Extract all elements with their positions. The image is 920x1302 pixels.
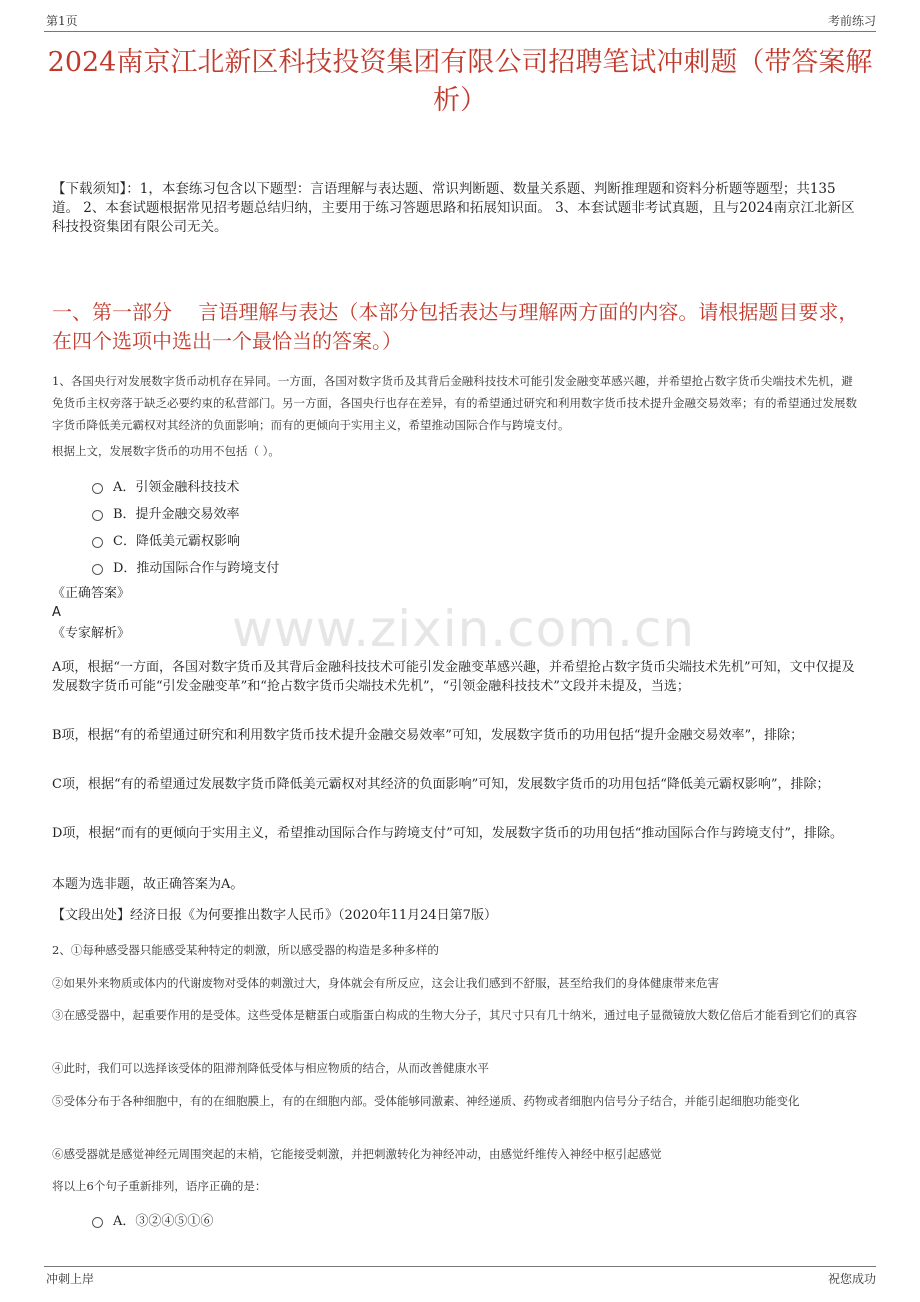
option-label: A．引领金融科技技术 bbox=[113, 480, 240, 495]
question-2-stem: 将以上6个句子重新排列，语序正确的是： bbox=[52, 1179, 267, 1193]
source-citation: 【文段出处】经济日报《为何要推出数字人民币》（2020年11月24日第7版） bbox=[52, 908, 497, 923]
page-number: 第1页 bbox=[46, 14, 78, 28]
footer-rule bbox=[44, 1266, 876, 1267]
analysis-label: 《专家解析》 bbox=[52, 626, 131, 641]
document-title: 2024南京江北新区科技投资集团有限公司招聘笔试冲刺题（带答案解析） bbox=[47, 47, 873, 116]
option-b[interactable] bbox=[92, 499, 279, 526]
option-label: C．降低美元霸权影响 bbox=[113, 534, 240, 549]
option-c[interactable] bbox=[92, 526, 279, 553]
footer-left: 冲刺上岸 bbox=[46, 1272, 95, 1286]
question-2-sentence-5: ⑤受体分布于各种细胞中，有的在细胞膜上，有的在细胞内部。受体能够同激素、神经递质、药物或者细胞内信号分子结合，并能引起细胞功能变化 bbox=[52, 1094, 800, 1108]
option-label: A．③②④⑤①⑥ bbox=[113, 1214, 214, 1229]
question-2-sentence-6: ⑥感受器就是感觉神经元周围突起的末梢，它能接受刺激，并把刺激转化为神经冲动，由感觉纤维传入神经中枢引起感觉 bbox=[52, 1147, 662, 1161]
header-label: 考前练习 bbox=[827, 14, 876, 28]
analysis-c: C项，根据“有的希望通过发展数字货币降低美元霸权对其经济的负面影响”可知，发展数字货币的功用包括“降低美元霸权影响”，排除； bbox=[52, 777, 830, 792]
footer-right: 祝您成功 bbox=[827, 1272, 876, 1286]
watermark: www.zixin.com.cn bbox=[232, 600, 696, 658]
question-2-sentence-3: ③在感受器中，起重要作用的是受体。这些受体是糖蛋白或脂蛋白构成的生物大分子，其尺寸只有几十纳米，通过电子显微镜放大数亿倍后才能看到它们的真容 bbox=[52, 1008, 857, 1022]
analysis-b: B项，根据“有的希望通过研究和利用数字货币技术提升金融交易效率”可知，发展数字货币的功用包括“提升金融交易效率”，排除； bbox=[52, 728, 804, 743]
option-a[interactable] bbox=[92, 1206, 213, 1233]
section-heading: 一、第一部分 言语理解与表达（本部分包括表达与理解两方面的内容。请根据题目要求，在四个选项中选出一个最恰当的答案。） bbox=[52, 300, 859, 353]
question-1-options bbox=[92, 472, 279, 580]
option-a[interactable] bbox=[92, 472, 279, 499]
analysis-conclusion: 本题为选非题，故正确答案为A。 bbox=[52, 877, 244, 892]
radio-icon[interactable] bbox=[92, 510, 103, 521]
question-2-sentence-4: ④此时，我们可以选择该受体的阻滞剂降低受体与相应物质的结合，从而改善健康水平 bbox=[52, 1061, 489, 1075]
answer-value: A bbox=[52, 605, 61, 620]
radio-icon[interactable] bbox=[92, 537, 103, 548]
answer-label: 《正确答案》 bbox=[52, 586, 131, 601]
question-1-passage: 1、各国央行对发展数字货币动机存在异同。一方面，各国对数字货币及其背后金融科技技术可能引发金融变革感兴趣，并希望抢占数字货币尖端技术先机，避免货币主权旁落于缺乏必要约束的私营部门。另一方面，各国央行也存在差异，有的希望通过研究和利用数字货币技术提升金融交易效率；有的希望通过发展数字货币降低美元霸权对其经济的负面影响；而有的更倾向于实用主义，希望推动国际合作与跨境支付。 bbox=[52, 374, 857, 432]
question-2-sentence-1: 2、①每种感受器只能感受某种特定的刺激，所以感受器的构造是多种多样的 bbox=[52, 943, 439, 957]
analysis-d: D项，根据“而有的更倾向于实用主义，希望推动国际合作与跨境支付”可知，发展数字货币的功用包括“推动国际合作与跨境支付”，排除。 bbox=[52, 826, 844, 841]
radio-icon[interactable] bbox=[92, 1217, 103, 1228]
question-2-options bbox=[92, 1206, 213, 1233]
question-2-sentence-2: ②如果外来物质或体内的代谢废物对受体的刺激过大，身体就会有所反应，这会让我们感到不舒服，甚至给我们的身体健康带来危害 bbox=[52, 976, 719, 990]
radio-icon[interactable] bbox=[92, 483, 103, 494]
analysis-a: A项，根据“一方面，各国对数字货币及其背后金融科技技术可能引发金融变革感兴趣，并希望抢占数字货币尖端技术先机”可知，文中仅提及发展数字货币可能“引发金融变革”和“抢占数字货币尖端技术先机”，“引领金融科技技术”文段并未提及，当选； bbox=[52, 660, 855, 694]
option-d[interactable] bbox=[92, 553, 279, 580]
question-1-stem: 根据上文，发展数字货币的功用不包括（ ）。 bbox=[52, 444, 280, 458]
option-label: D．推动国际合作与跨境支付 bbox=[113, 561, 280, 576]
radio-icon[interactable] bbox=[92, 564, 103, 575]
header-rule bbox=[44, 31, 876, 32]
download-notice: 【下载须知】：1，本套练习包含以下题型：言语理解与表达题、常识判断题、数量关系题、判断推理题和资料分析题等题型；共135道。 2、本套试题根据常见招考题总结归纳，主要用于练习答题思路和拓展知识面。 3、本套试题非考试真题，且与2024南京江北新区科技投资集团有限公司无关。 bbox=[52, 181, 855, 235]
option-label: B．提升金融交易效率 bbox=[113, 507, 240, 522]
